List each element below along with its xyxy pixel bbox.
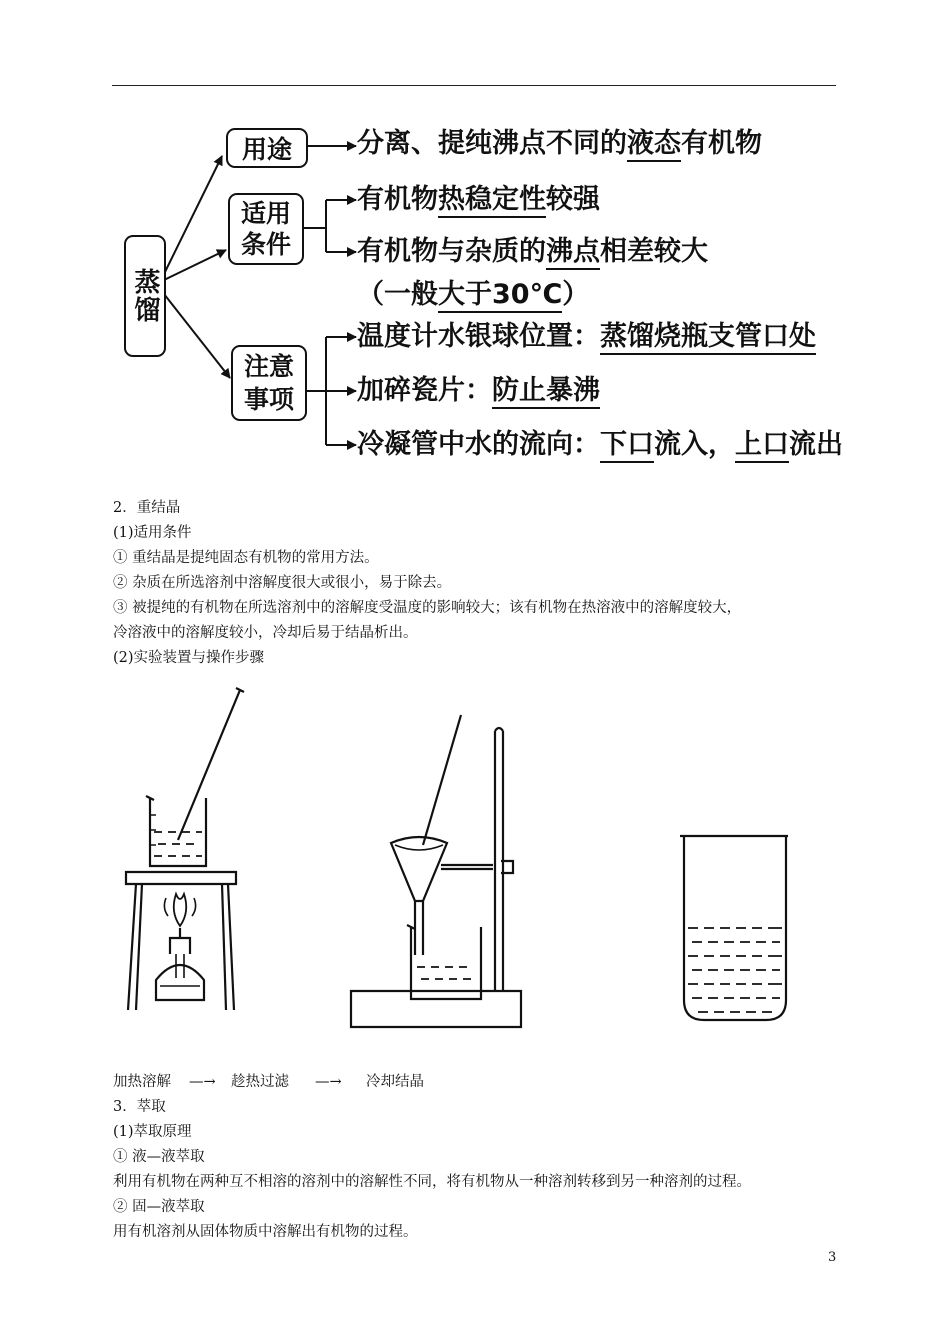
mindmap-branch-notes — [231, 345, 307, 421]
s2-paragraph-4: ③ 被提纯的有机物在所选溶剂中的溶解度受温度的影响较大；该有机物在热溶液中的溶解度较大， — [113, 600, 742, 616]
condition-item-2: 有机物与杂质的沸点相差较大 — [357, 236, 708, 268]
s3-paragraph-3: 利用有机物在两种互不相溶的溶剂中的溶解性不同，将有机物从一种溶剂转移到另一种溶剂的过程。 — [113, 1174, 751, 1190]
note-item-3: 冷凝管中水的流向：下口流入，上口流出 — [357, 429, 843, 461]
s2-paragraph-2: ① 重结晶是提纯固态有机物的常用方法。 — [113, 550, 379, 566]
s3-paragraph-5: 用有机溶剂从固体物质中溶解出有机物的过程。 — [113, 1224, 418, 1240]
underlined-keyword: 下口 — [600, 429, 654, 463]
section-2-title: 2．重结晶 — [113, 500, 181, 516]
condition-item-1: 有机物热稳定性较强 — [357, 184, 600, 216]
mindmap-root-label: 蒸馏 — [130, 268, 160, 324]
s2-paragraph-5: 冷溶液中的溶解度较小，冷却后易于结晶析出。 — [113, 625, 418, 641]
cooling-crystallization-apparatus — [670, 828, 800, 1028]
note-item-1: 温度计水银球位置：蒸馏烧瓶支管口处 — [357, 321, 816, 353]
note-item-2: 加碎瓷片：防止暴沸 — [357, 375, 600, 407]
underlined-keyword: 防止暴沸 — [492, 375, 600, 409]
underlined-keyword: 大于30℃ — [438, 279, 562, 313]
underlined-keyword: 热稳定性 — [438, 184, 546, 218]
s2-paragraph-6: (2)实验装置与操作步骤 — [113, 650, 265, 666]
s3-paragraph-4: ② 固—液萃取 — [113, 1199, 205, 1215]
underlined-keyword: 上口 — [735, 429, 789, 463]
arrow-root-to-notes — [164, 294, 230, 378]
condition-item-3: （一般大于30℃） — [357, 279, 589, 311]
s3-paragraph-1: (1)萃取原理 — [113, 1124, 192, 1140]
page-number: 3 — [828, 1250, 837, 1265]
mindmap-branch-usage — [226, 128, 308, 168]
branch-notes-title-line2: 事项 — [243, 385, 294, 414]
step-heat-dissolve: 加热溶解 — [113, 1074, 171, 1090]
underlined-keyword: 沸点 — [546, 236, 600, 270]
step-hot-filter: 趁热过滤 — [231, 1074, 289, 1090]
usage-item-1: 分离、提纯沸点不同的液态有机物 — [357, 128, 762, 160]
section-3-title: 3．萃取 — [113, 1099, 166, 1115]
branch-conditions-title-line2: 条件 — [240, 230, 291, 259]
step-cool-crystallize: 冷却结晶 — [366, 1074, 424, 1090]
s3-paragraph-2: ① 液—液萃取 — [113, 1149, 205, 1165]
branch-notes-title-line1: 注意 — [243, 352, 294, 381]
hot-filtration-apparatus — [345, 705, 535, 1035]
heating-dissolve-apparatus — [120, 680, 250, 1020]
underlined-keyword: 液态 — [627, 128, 681, 162]
underlined-keyword: 蒸馏烧瓶支管口处 — [600, 321, 816, 355]
branch-usage-title: 用途 — [241, 135, 292, 164]
mindmap-branch-conditions — [228, 193, 304, 265]
step-arrow-2: —→ — [315, 1074, 342, 1090]
s2-paragraph-3: ② 杂质在所选溶剂中溶解度很大或很小，易于除去。 — [113, 575, 452, 591]
branch-conditions-title-line1: 适用 — [240, 199, 291, 228]
step-arrow-1: —→ — [189, 1074, 216, 1090]
s2-paragraph-1: (1)适用条件 — [113, 525, 192, 541]
mindmap-root-box — [124, 235, 166, 357]
